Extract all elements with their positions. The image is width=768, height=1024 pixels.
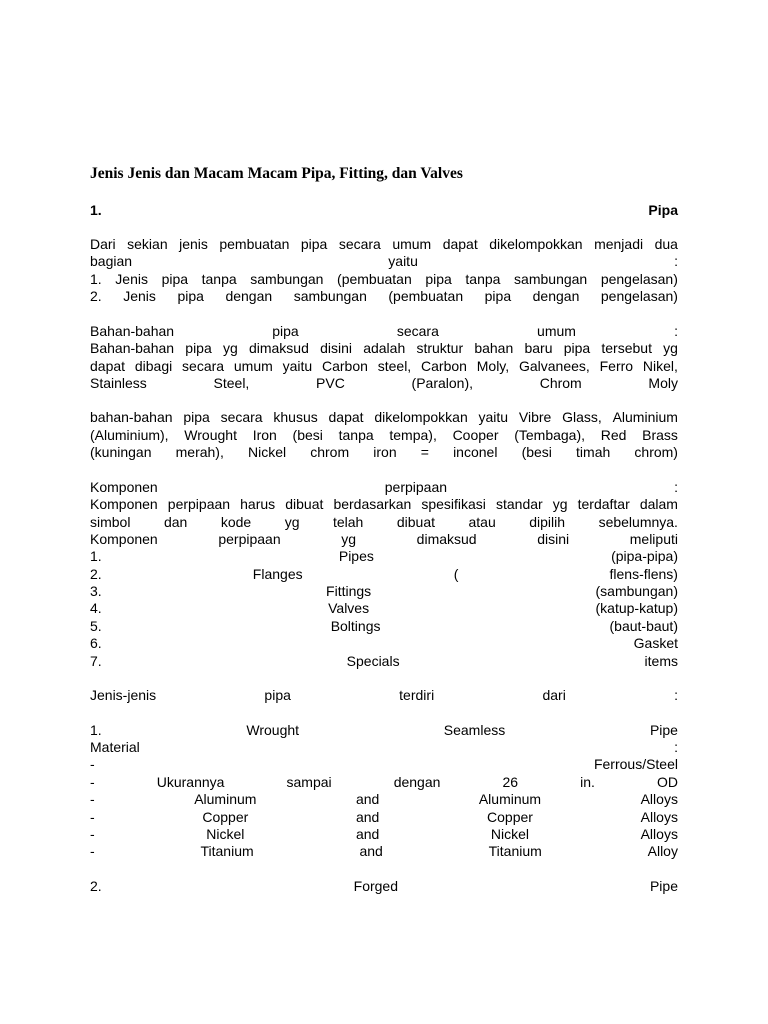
word: perpipaan [167,496,231,512]
word: 1. [90,722,102,738]
word: sambungan [514,271,588,287]
intro-line-4 [90,288,678,305]
word: (Paralon), [411,375,473,391]
word: Glass, [562,409,602,425]
word: (sambungan) [595,583,678,599]
word: and [359,843,383,859]
word: and [355,826,380,842]
word: Forged [353,878,398,894]
word: bahan [474,340,514,356]
word: Vibre [518,409,552,425]
word: sampai [286,774,332,790]
word: dalam [639,496,678,512]
word: pipa [300,236,328,252]
word: bahan-bahan [90,409,173,425]
word: Aluminium [612,409,678,425]
word: dimaksud [248,340,309,356]
word: : [674,687,678,703]
word: dibuat [396,514,435,530]
word: Moly, [476,358,510,374]
word: - [90,809,95,825]
word: dan [163,514,188,530]
word: Carbon [322,358,368,374]
word: tempa), [389,427,437,443]
word: dengan [393,774,441,790]
komponen-item-1 [90,548,678,565]
word: menjadi [594,236,644,252]
word: timah [576,444,611,460]
word: jenis [179,236,208,252]
word: in. [580,774,595,790]
word: dapat [442,236,478,252]
wrought-pipe-line [90,722,678,739]
word: = [420,444,429,460]
word: 4. [90,600,102,616]
word: Steel, [213,375,250,391]
word: Carbon [421,358,467,374]
word: 1. [90,271,102,287]
intro-line-1 [90,236,678,253]
word: Copper [487,809,533,825]
word: pembuatan [219,236,290,252]
word: Valves [328,600,370,616]
word: merah), [175,444,224,460]
word: Gasket [633,635,678,651]
khusus-line-1 [90,409,678,426]
word: steel, [377,358,412,374]
word: secara [396,323,439,339]
word: 2. [90,566,102,582]
word: spesifikasi [421,496,486,512]
word: 2. [90,288,102,304]
document-title: Jenis Jenis dan Macam Macam Pipa, Fitting, dan Valves [90,165,463,182]
word: (baut-baut) [609,618,678,634]
word: perpipaan [384,479,448,495]
word: dengan [225,288,273,304]
word: Wrought [184,427,237,443]
copper-line [90,809,678,826]
word: Alloys [640,826,678,842]
word: pipa [272,323,299,339]
word: dari [542,687,566,703]
word: Flanges [252,566,303,582]
titanium-line [90,843,678,860]
word: khusus [273,409,318,425]
word: meliputi [629,531,678,547]
word: dipilih [529,514,566,530]
word: Moly [648,375,678,391]
word: Alloys [640,791,678,807]
word: yaitu [388,253,418,269]
word: tanpa [201,271,237,287]
word: Copper [202,809,249,825]
word: dapat [328,409,364,425]
word: perpipaan [218,531,281,547]
material-colon-line [90,739,678,756]
word: secara [338,236,381,252]
ferrous-line [90,756,678,773]
komponen-item-4 [90,600,678,617]
word: and [355,791,380,807]
section-number: 1. [90,202,102,218]
word: pipa [161,271,189,287]
word: Pipe [649,722,678,738]
word: simbol [90,514,131,530]
word: Dari [90,236,116,252]
word: yg [341,531,357,547]
word: 3. [90,583,102,599]
word: adalah [363,340,406,356]
word: tanpa [338,427,374,443]
word: Nikel, [642,358,678,374]
word: pengelasan) [600,288,678,304]
word: Galvanees, [518,358,590,374]
komponen-line-4 [90,531,678,548]
word: inconel [453,444,498,460]
word: 5. [90,618,102,634]
word: dengan [532,288,580,304]
ukuran-line [90,774,678,791]
word: 26 [502,774,519,790]
word: Iron [252,427,277,443]
word: Titanium [200,843,254,859]
word: Nickel [490,826,530,842]
nickel-line [90,826,678,843]
material-colon: : [674,739,678,755]
word: pipa [484,288,512,304]
word: yg [552,496,568,512]
word: Fittings [326,583,372,599]
word: disini [320,340,352,356]
word: (katup-katup) [595,600,678,616]
word: (pembuatan [388,288,464,304]
word: Aluminum [478,791,542,807]
word: dikelompokkan [489,236,583,252]
word: umum [537,323,576,339]
word: chrom) [634,444,678,460]
word: yaitu [282,358,313,374]
word: (besi [292,427,323,443]
komponen-line-3 [90,514,678,531]
word: yg [663,340,678,356]
word: ( [453,566,459,582]
komponen-item-5 [90,618,678,635]
word: Pipes [338,548,374,564]
word: kode [220,514,252,530]
word: tanpa [465,271,501,287]
word: telah [332,514,364,530]
khusus-line-3 [90,444,678,461]
komponen-item-7 [90,653,678,670]
word: : [674,253,678,269]
word: - [90,774,95,790]
komponen-item-6 [90,635,678,652]
word: baru [524,340,553,356]
word: Stainless [90,375,147,391]
word: Boltings [330,618,381,634]
word: - [90,826,95,842]
word: sebelumnya. [598,514,678,530]
bahan-line-1 [90,323,678,340]
komponen-line-1 [90,479,678,496]
word: disini [537,531,570,547]
word: Alloy [647,843,678,859]
khusus-line-2 [90,427,678,444]
jenis-line-1 [90,687,678,704]
word: (kuningan [90,444,152,460]
word: umum [233,358,273,374]
word: Jenis [123,288,156,304]
word: OD [656,774,678,790]
word: Cooper [452,427,499,443]
word: Titanium [488,843,542,859]
word: tersebut [601,340,652,356]
word: pipa [183,409,210,425]
material-label: Material [90,739,140,755]
word: Specials [346,653,400,669]
word: (pipa-pipa) [611,548,678,564]
word: Alloys [640,809,678,825]
word: (Tembaga), [514,427,586,443]
word: pipa [185,340,212,356]
word: iron [373,444,397,460]
word: dapat [90,358,126,374]
word: Ferro [599,358,634,374]
word: (Aluminium), [90,427,169,443]
word: terdiri [399,687,435,703]
word: Komponen [90,479,158,495]
word: Wrought [246,722,300,738]
word: Jenis-jenis [90,687,157,703]
word: Bahan-bahan [90,340,175,356]
word: - [90,756,95,772]
word: Ferrous/Steel [593,756,678,772]
word: Nickel [206,826,245,842]
word: dimaksud [416,531,477,547]
word: dua [654,236,678,252]
komponen-item-2 [90,566,678,583]
word: PVC [316,375,345,391]
komponen-line-2 [90,496,678,513]
word: yg [222,340,238,356]
word: pipa [563,340,591,356]
word: Nickel [247,444,287,460]
bahan-line-4 [90,375,678,392]
word: sambungan [250,271,324,287]
word: 7. [90,653,102,669]
word: Ukurannya [156,774,225,790]
word: Pipe [649,878,678,894]
word: dibuat [285,496,324,512]
word: pipa [264,687,291,703]
word: Brass [642,427,678,443]
word: 6. [90,635,102,651]
word: sambungan [293,288,367,304]
intro-line-2 [90,253,678,270]
word: pipa [425,271,452,287]
word: sekian [127,236,168,252]
word: flens-flens) [609,566,678,582]
word: standar [495,496,543,512]
word: yaitu [478,409,509,425]
word: dibagi [134,358,173,374]
word: yg [284,514,300,530]
forged-pipe-line [90,878,678,895]
word: Bahan-bahan [90,323,175,339]
word: struktur [416,340,464,356]
word: umum [392,236,432,252]
section-label: Pipa [648,202,678,218]
word: secara [220,409,263,425]
word: berdasarkan [333,496,412,512]
word: pipa [177,288,204,304]
word: Komponen [90,531,158,547]
word: bagian [90,253,133,269]
intro-line-3 [90,271,678,288]
komponen-item-3 [90,583,678,600]
word: and [355,809,380,825]
word: 1. [90,548,102,564]
word: 2. [90,878,102,894]
word: (besi [521,444,552,460]
word: - [90,843,95,859]
word: Seamless [443,722,506,738]
word: Chrom [539,375,582,391]
word: harus [240,496,276,512]
bahan-line-3 [90,358,678,375]
section-heading [90,202,678,218]
word: Jenis [115,271,148,287]
word: Aluminum [194,791,257,807]
word: chrom [310,444,350,460]
word: terdaftar [577,496,630,512]
word: : [674,479,678,495]
word: - [90,791,95,807]
word: items [644,653,678,669]
word: Komponen [90,496,158,512]
word: (pembuatan [337,271,412,287]
word: pengelasan) [600,271,678,287]
word: atau [468,514,496,530]
word: dikelompokkan [374,409,468,425]
bahan-line-2 [90,340,678,357]
word: Red [600,427,627,443]
aluminum-line [90,791,678,808]
word: : [674,323,678,339]
word: secara [182,358,225,374]
